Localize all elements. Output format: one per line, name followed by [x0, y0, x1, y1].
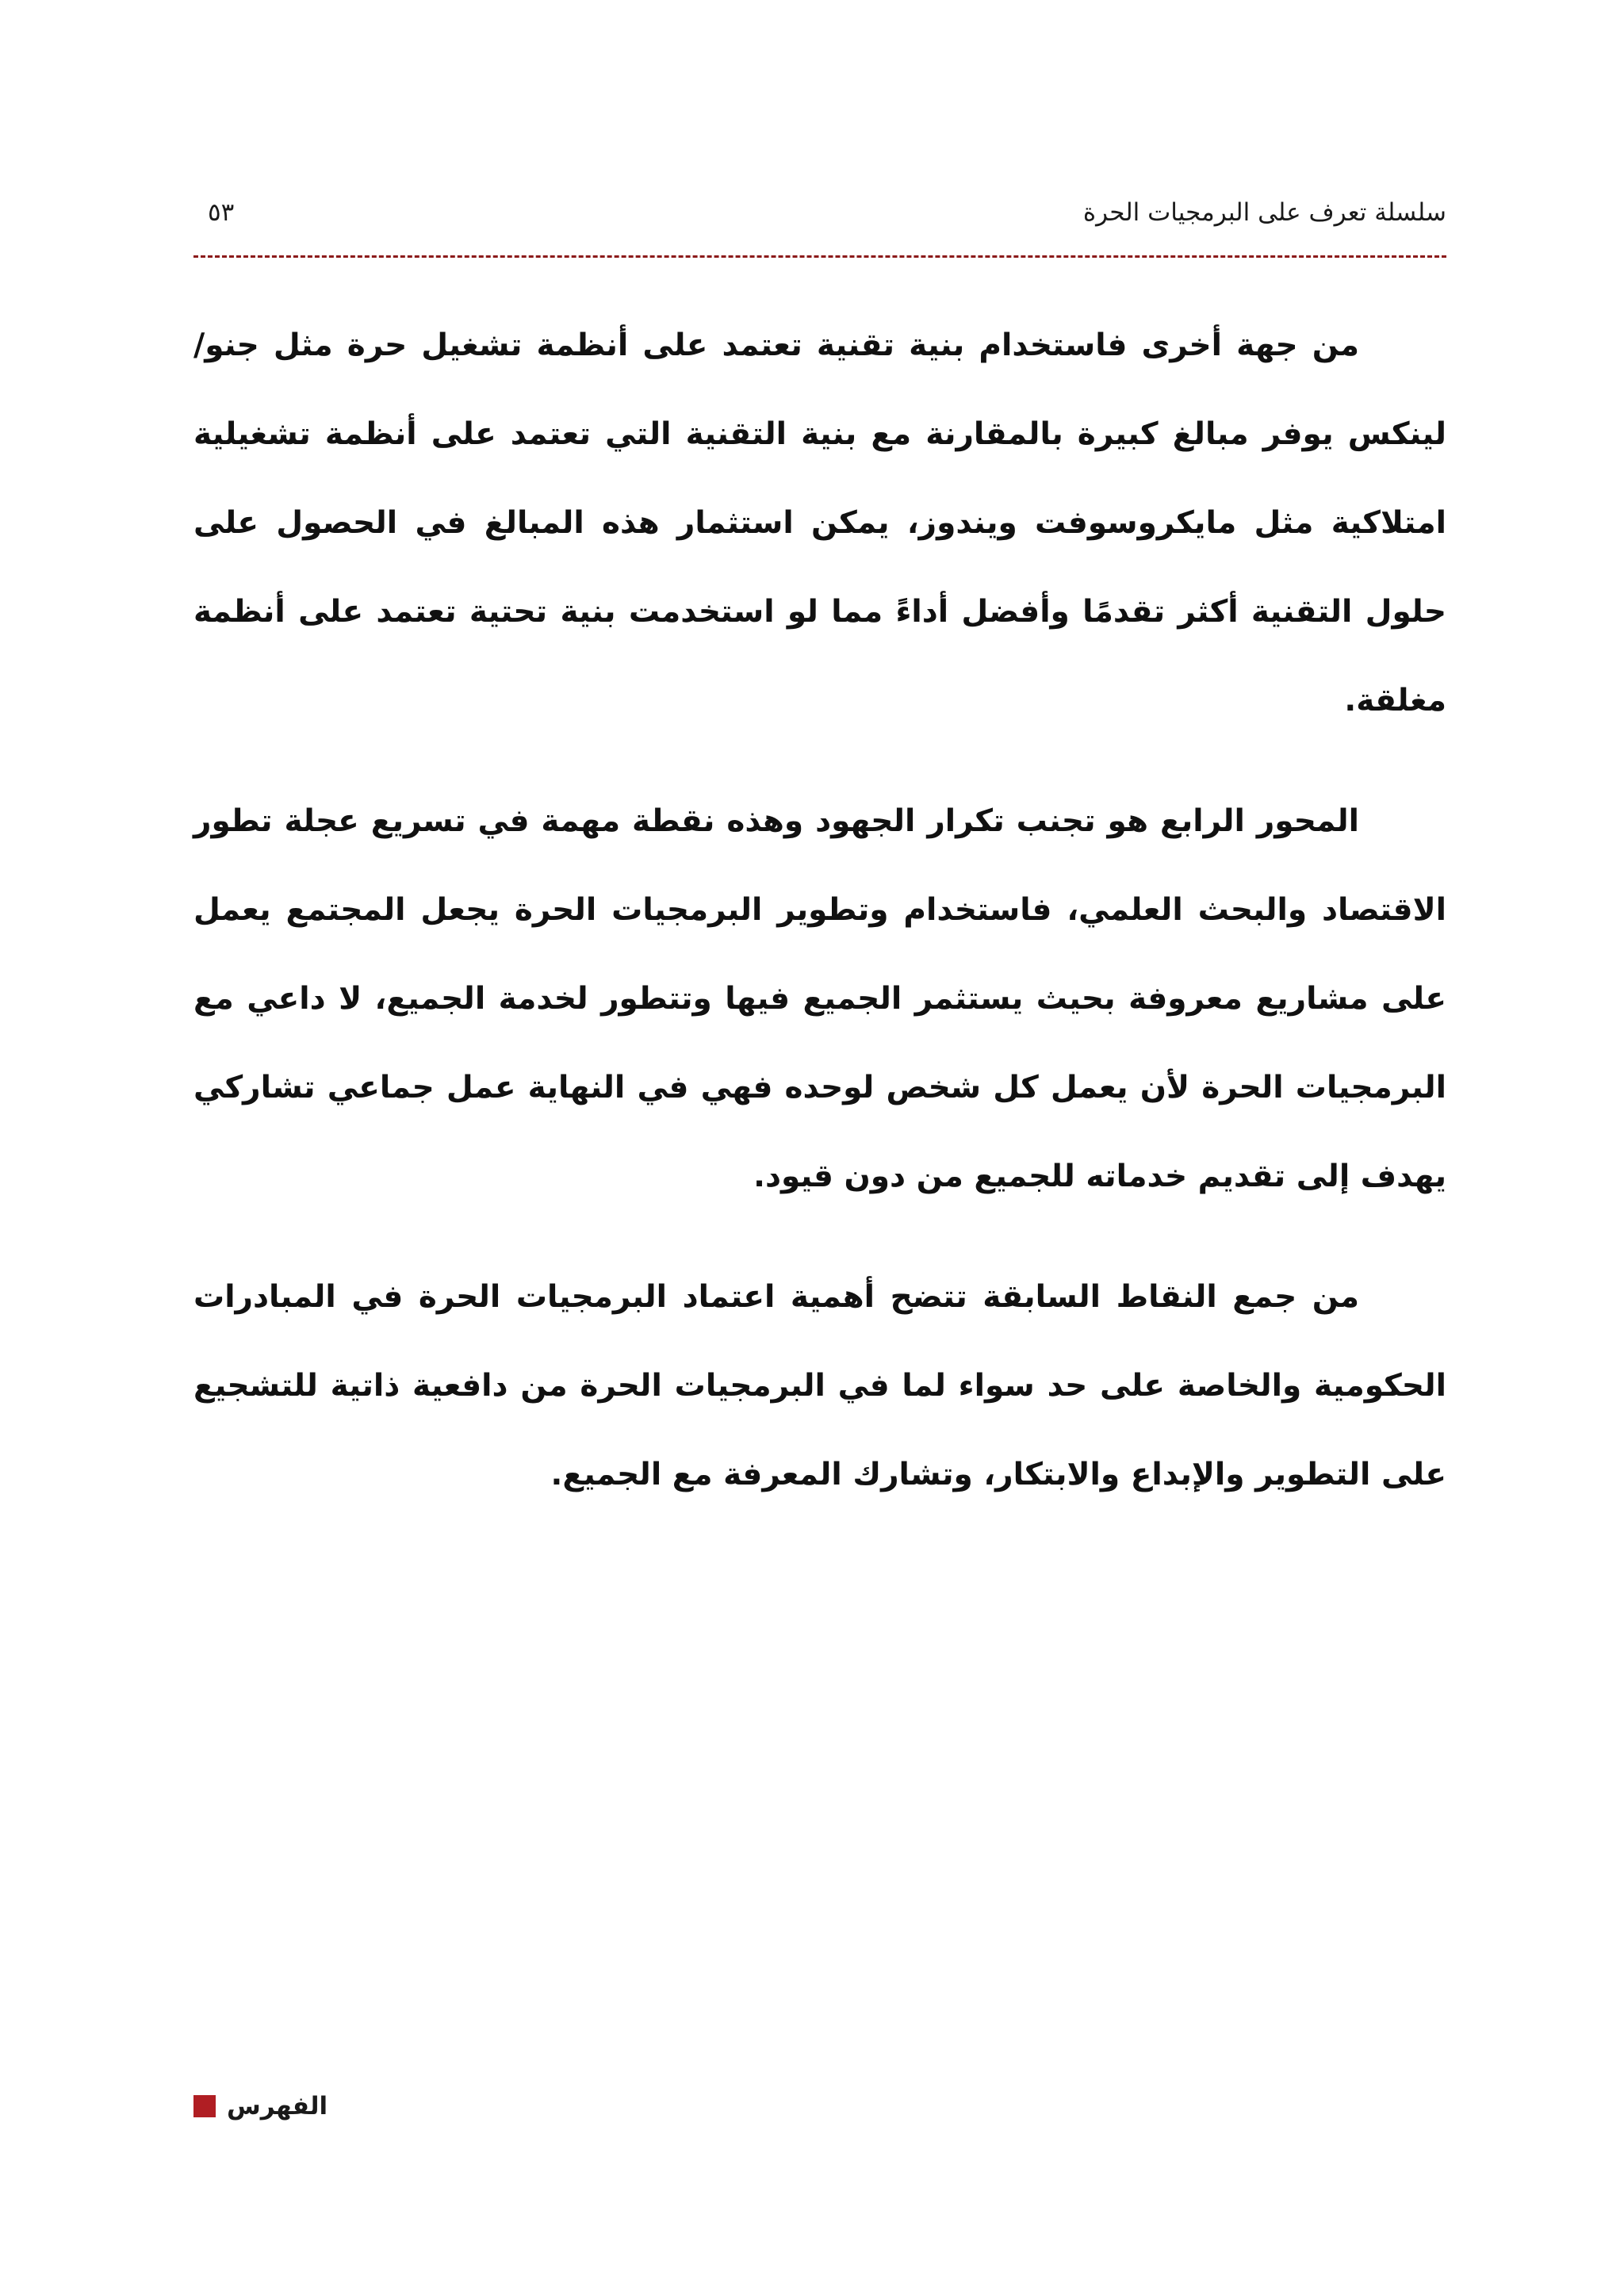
index-square-icon — [193, 2095, 216, 2117]
paragraph-2: المحور الرابع هو تجنب تكرار الجهود وهذه نقطة مهمة في تسريع عجلة تطور الاقتصاد والبحث العلمي، فاستخدام وتطوير البرمجيات الحرة يجعل المجتمع يعمل على مشاريع معروفة بحيث يستثمر الجميع فيها وتتطور لخدمة الجميع، لا داعي مع البرمجيات الحرة لأن يعمل كل شخص لوحده فهي في النهاية عمل جماعي تشاركي يهدف إلى تقديم خدماته للجميع من دون قيود. — [193, 803, 1446, 1194]
index-link-label: الفهرس — [227, 2092, 328, 2121]
index-link[interactable] — [193, 2086, 327, 2127]
page-header — [193, 189, 1446, 255]
paragraph-1: من جهة أخرى فاستخدام بنية تقنية تعتمد على أنظمة تشغيل حرة مثل جنو/لينكس يوفر مبالغ كبيرة بالمقارنة مع بنية التقنية التي تعتمد على أنظمة تشغيلية امتلاكية مثل مايكروسوفت ويندوز، يمكن استثمار هذه المبالغ في الحصول على حلول التقنية أكثر تقدمًا وأفضل أداءً مما لو استخدمت بنية تحتية تعتمد على أنظمة مغلقة. — [193, 328, 1446, 718]
page-number: ٥٣ — [208, 198, 235, 227]
page-content — [193, 301, 1446, 1551]
header-divider — [193, 255, 1446, 258]
paragraph-3: من جمع النقاط السابقة تتضح أهمية اعتماد البرمجيات الحرة في المبادرات الحكومية والخاصة على حد سواء لما في البرمجيات الحرة من دافعية ذاتية للتشجيع على التطوير والإبداع والابتكار، وتشارك المعرفة مع الجميع. — [193, 1279, 1446, 1492]
header-title: سلسلة تعرف على البرمجيات الحرة — [1082, 198, 1446, 227]
